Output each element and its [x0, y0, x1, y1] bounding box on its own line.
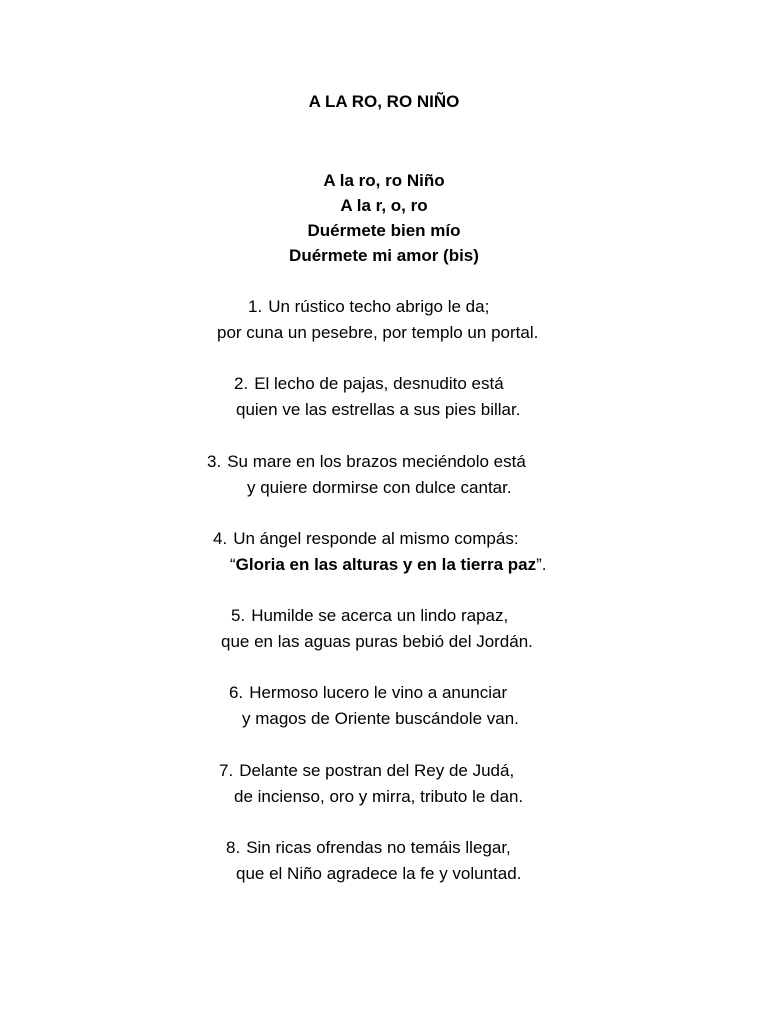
chorus-line: A la r, o, ro: [340, 196, 428, 215]
verse-number: 2.: [234, 374, 249, 393]
verse-line-2: que el Niño agradece la fe y voluntad.: [236, 864, 522, 883]
close-quote: ”.: [536, 555, 547, 574]
verse-line-1: [229, 680, 519, 706]
verse-line-2: que en las aguas puras bebió del Jordán.: [221, 632, 533, 651]
verse-text: Humilde se acerca un lindo rapaz,: [251, 606, 509, 625]
quoted-text: Gloria en las alturas y en la tierra paz: [235, 555, 537, 574]
verse-number: 4.: [213, 529, 228, 548]
verse-4: [213, 526, 547, 578]
verse-line-2: por cuna un pesebre, por templo un portal.: [217, 323, 539, 342]
verse-number: 8.: [226, 838, 241, 857]
verse-line-1: [234, 371, 520, 397]
verse-line-2: de incienso, oro y mirra, tributo le dan.: [234, 787, 524, 806]
verse-line-2: y quiere dormirse con dulce cantar.: [247, 478, 512, 497]
song-title: A LA RO, RO NIÑO: [308, 92, 460, 111]
verse-line-2: y magos de Oriente buscándole van.: [242, 709, 519, 728]
verse-text: Un ángel responde al mismo compás:: [233, 529, 519, 548]
verse-line-1: [217, 294, 538, 320]
verse-number: 5.: [231, 606, 246, 625]
verse-line-2: quien ve las estrellas a sus pies billar.: [236, 400, 521, 419]
chorus: [0, 168, 768, 268]
verse-1: [217, 294, 538, 346]
verse-text: Sin ricas ofrendas no temáis llegar,: [246, 838, 511, 857]
verse-line-1: [219, 758, 523, 784]
chorus-line: Duérmete bien mío: [307, 221, 461, 240]
verse-line-1: [226, 835, 521, 861]
verse-number: 6.: [229, 683, 244, 702]
verse-text: Su mare en los brazos meciéndolo está: [227, 452, 526, 471]
verse-8: [226, 835, 521, 887]
chorus-line: A la ro, ro Niño: [323, 171, 445, 190]
verse-number: 1.: [248, 297, 263, 316]
verse-5: [221, 603, 533, 655]
verse-number: 3.: [207, 452, 222, 471]
verse-number: 7.: [219, 761, 234, 780]
verse-text: El lecho de pajas, desnudito está: [254, 374, 504, 393]
verse-text: Delante se postran del Rey de Judá,: [239, 761, 515, 780]
verse-line-1: [207, 449, 526, 475]
chorus-line: Duérmete mi amor (bis): [289, 246, 479, 265]
verse-line-1: [213, 526, 547, 552]
verse-7: [219, 758, 523, 810]
verse-3: [207, 449, 526, 501]
verse-text: Hermoso lucero le vino a anunciar: [249, 683, 508, 702]
verse-line-1: [221, 603, 533, 629]
verse-6: [229, 680, 519, 732]
verse-2: [234, 371, 520, 423]
verse-line-2: [213, 552, 547, 578]
verse-text: Un rústico techo abrigo le da;: [268, 297, 490, 316]
open-quote: “: [230, 555, 236, 574]
